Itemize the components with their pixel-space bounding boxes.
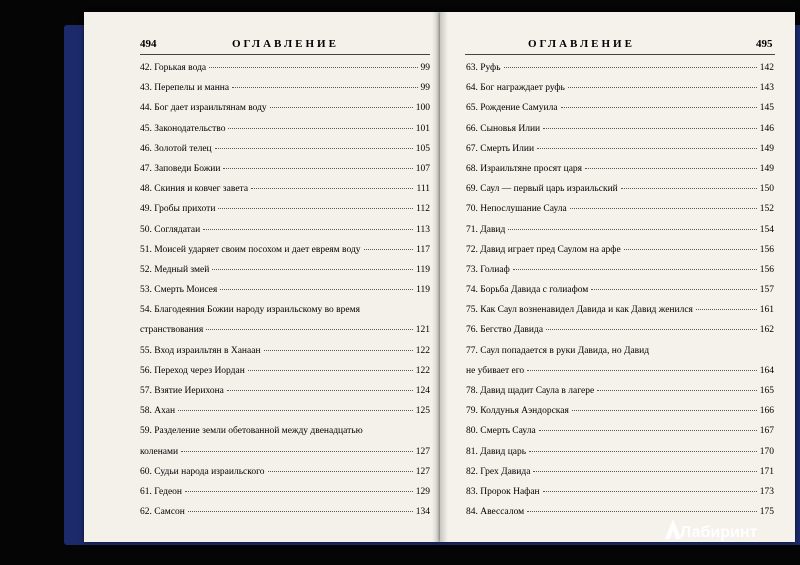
toc-leader-dots	[248, 369, 413, 371]
toc-entry-title: 43. Перепелы и манна	[140, 83, 230, 94]
toc-entry-title: 42. Горькая вода	[140, 63, 207, 73]
toc-leader-dots	[268, 470, 413, 472]
toc-leader-dots	[209, 66, 417, 68]
toc-leader-dots	[218, 207, 413, 209]
toc-entry-title: 45. Законодательство	[140, 123, 226, 134]
toc-leader-dots	[364, 248, 414, 250]
toc-entry-page: 99	[420, 63, 430, 73]
toc-entry-page: 127	[415, 466, 430, 477]
toc-entry-page: 146	[759, 123, 774, 134]
toc-leader-dots	[504, 66, 757, 68]
toc-leader-dots	[537, 147, 757, 149]
toc-entry	[140, 401, 430, 421]
toc-leader-dots	[570, 207, 757, 209]
toc-entry-title: 75. Как Саул возненавидел Давида и как Давид женился	[466, 305, 693, 316]
toc-entry-title: 84. Авессалом	[466, 507, 525, 518]
left-header-rule	[140, 54, 430, 55]
toc-entry	[140, 98, 430, 118]
toc-entry-page: 100	[415, 103, 430, 114]
toc-entry	[466, 58, 774, 78]
toc-entry	[140, 159, 430, 179]
toc-leader-dots	[585, 167, 757, 169]
toc-entry-page: 150	[759, 184, 774, 195]
toc-entry-page: 129	[415, 486, 430, 497]
toc-leader-dots	[621, 187, 757, 189]
toc-leader-dots	[227, 389, 413, 391]
toc-entry-page: 124	[415, 386, 430, 396]
toc-entry-page: 164	[759, 365, 774, 376]
toc-entry-title: 54. Благодеяния Божии народу израильскому во время	[140, 305, 360, 316]
toc-entry-page: 117	[416, 244, 430, 255]
toc-entry-page: 122	[415, 345, 430, 356]
toc-entry	[466, 260, 774, 280]
right-toc-list	[466, 58, 774, 522]
left-page-header: ОГЛАВЛЕНИЕ	[232, 38, 339, 50]
toc-entry-title: 63. Руфь	[466, 63, 501, 73]
toc-leader-dots	[508, 228, 756, 230]
toc-entry-page: 165	[759, 386, 774, 396]
toc-entry	[140, 320, 430, 340]
toc-entry	[466, 361, 774, 381]
toc-leader-dots	[188, 510, 413, 512]
toc-entry-title: 58. Ахан	[140, 406, 176, 417]
right-page-number: 495	[756, 38, 773, 50]
toc-entry-title: 65. Рождение Самуила	[466, 103, 558, 114]
toc-entry	[140, 502, 430, 522]
toc-entry-page: 162	[759, 325, 774, 336]
toc-entry-title: 81. Давид царь	[466, 446, 527, 457]
toc-entry-title: 57. Взятие Иерихона	[140, 386, 224, 396]
toc-entry-page: 157	[759, 285, 774, 296]
toc-entry	[466, 462, 774, 482]
toc-entry-page: 170	[759, 446, 774, 457]
toc-entry-page: 173	[759, 486, 774, 497]
toc-entry	[140, 240, 430, 260]
toc-entry	[466, 320, 774, 340]
toc-entry-title: 48. Скиния и ковчег завета	[140, 184, 249, 195]
toc-entry	[466, 401, 774, 421]
toc-entry	[140, 280, 430, 300]
toc-entry-page: 112	[416, 204, 430, 215]
toc-entry-page: 113	[416, 224, 430, 235]
toc-entry-page: 156	[759, 264, 774, 275]
toc-entry-page: 167	[759, 426, 774, 437]
toc-entry	[466, 220, 774, 240]
toc-entry-title: 47. Заповеди Божии	[140, 163, 221, 174]
toc-entry-page: 156	[759, 244, 774, 255]
toc-entry-page: 171	[759, 466, 774, 477]
toc-entry-title: 60. Судьи народа израильского	[140, 466, 265, 477]
toc-leader-dots	[543, 127, 757, 129]
toc-entry-title: 64. Бог награждает руфь	[466, 83, 565, 94]
toc-entry-title: 59. Разделение земли обетованной между двенадцатью	[140, 426, 363, 437]
toc-leader-dots	[696, 308, 757, 310]
toc-entry-title: 83. Пророк Нафан	[466, 486, 540, 497]
toc-entry-page: 105	[415, 143, 430, 154]
toc-leader-dots	[251, 187, 413, 189]
toc-entry-page: 166	[759, 406, 774, 417]
toc-entry-page: 143	[759, 83, 774, 94]
watermark-logo-text: Лабиринт	[680, 524, 758, 541]
toc-leader-dots	[178, 409, 413, 411]
toc-leader-dots	[624, 248, 757, 250]
toc-leader-dots	[529, 450, 757, 452]
toc-leader-dots	[591, 288, 756, 290]
toc-entry-page: 119	[416, 285, 430, 296]
toc-entry-page: 111	[416, 184, 430, 195]
toc-entry-title: 50. Соглядатаи	[140, 224, 201, 235]
toc-entry-title: 70. Непослушание Саула	[466, 204, 567, 215]
toc-entry	[140, 442, 430, 462]
toc-entry	[466, 280, 774, 300]
toc-entry-title: 76. Бегство Давида	[466, 325, 544, 336]
toc-entry-page: 161	[759, 305, 774, 316]
toc-leader-dots	[543, 490, 757, 492]
toc-entry	[466, 139, 774, 159]
toc-entry	[466, 179, 774, 199]
toc-entry-page: 127	[415, 446, 430, 457]
toc-entry	[466, 341, 774, 361]
toc-entry	[466, 199, 774, 219]
toc-entry-page: 149	[759, 163, 774, 174]
toc-entry-title: 73. Голиаф	[466, 264, 510, 275]
toc-leader-dots	[568, 86, 757, 88]
toc-leader-dots	[215, 147, 413, 149]
toc-entry	[140, 78, 430, 98]
toc-leader-dots	[264, 349, 413, 351]
toc-entry	[140, 341, 430, 361]
toc-entry-title: 68. Израильтяне просят царя	[466, 163, 583, 174]
toc-entry-page: 149	[759, 143, 774, 154]
toc-entry-title: 79. Колдунья Аэндорская	[466, 406, 569, 417]
toc-entry	[140, 58, 430, 78]
toc-entry	[140, 300, 430, 320]
toc-entry-title: 71. Давид	[466, 224, 506, 235]
toc-leader-dots	[597, 389, 757, 391]
toc-leader-dots	[185, 490, 413, 492]
right-header-rule	[465, 54, 775, 55]
toc-entry	[140, 260, 430, 280]
left-toc-list	[140, 58, 430, 522]
toc-entry	[466, 381, 774, 401]
toc-entry-title: 49. Гробы прихоти	[140, 204, 216, 215]
toc-entry	[466, 240, 774, 260]
toc-entry	[466, 421, 774, 441]
toc-entry	[140, 381, 430, 401]
toc-entry	[466, 300, 774, 320]
toc-entry	[140, 199, 430, 219]
toc-entry-title: 44. Бог дает израильтянам воду	[140, 103, 267, 114]
toc-leader-dots	[206, 328, 413, 330]
toc-leader-dots	[527, 510, 757, 512]
toc-entry	[140, 139, 430, 159]
toc-entry-title: 55. Вход израильтян в Ханаан	[140, 345, 261, 356]
toc-entry-title: 46. Золотой телец	[140, 143, 212, 154]
toc-entry-title: 78. Давид щадит Саула в лагере	[466, 386, 595, 396]
toc-leader-dots	[270, 106, 413, 108]
toc-entry-page: 99	[420, 83, 430, 94]
toc-leader-dots	[220, 288, 413, 290]
toc-entry	[140, 179, 430, 199]
toc-entry	[140, 482, 430, 502]
toc-entry-title: 61. Гедеон	[140, 486, 182, 497]
toc-entry-page: 154	[759, 224, 774, 235]
toc-entry-title: 62. Самсон	[140, 507, 185, 518]
toc-leader-dots	[223, 167, 412, 169]
right-page-header: ОГЛАВЛЕНИЕ	[528, 38, 635, 50]
toc-leader-dots	[561, 106, 757, 108]
toc-leader-dots	[546, 328, 757, 330]
toc-leader-dots	[539, 429, 757, 431]
toc-leader-dots	[232, 86, 417, 88]
toc-leader-dots	[212, 268, 413, 270]
toc-entry-title: 56. Переход через Иордан	[140, 365, 245, 376]
toc-entry-title: 80. Смерть Саула	[466, 426, 536, 437]
toc-entry-title: 66. Сыновья Илии	[466, 123, 541, 134]
toc-entry-title: 72. Давид играет пред Саулом на арфе	[466, 244, 621, 255]
toc-entry-page: 145	[759, 103, 774, 114]
toc-entry-page: 134	[415, 507, 430, 518]
toc-entry-title: 82. Грех Давида	[466, 466, 531, 477]
toc-entry-title: 77. Саул попадается в руки Давида, но Давид	[466, 345, 650, 356]
toc-entry	[466, 482, 774, 502]
toc-entry-page: 101	[415, 123, 430, 134]
toc-entry	[466, 78, 774, 98]
toc-entry-page: 142	[759, 63, 774, 73]
toc-entry-page: 122	[415, 365, 430, 376]
toc-entry-page: 152	[759, 204, 774, 215]
toc-leader-dots	[527, 369, 757, 371]
toc-entry	[466, 98, 774, 118]
toc-entry-page: 175	[759, 507, 774, 518]
toc-entry-title: 69. Саул — первый царь израильский	[466, 184, 618, 195]
toc-entry-title: 51. Моисей ударяет своим посохом и дает евреям воду	[140, 244, 361, 255]
toc-entry-page: 119	[416, 264, 430, 275]
toc-entry-title: не убивает его	[466, 365, 525, 376]
toc-entry-title: странствования	[140, 325, 204, 336]
toc-entry	[466, 502, 774, 522]
toc-entry	[466, 159, 774, 179]
toc-entry-title: 74. Борьба Давида с голиафом	[466, 285, 589, 296]
toc-entry	[140, 421, 430, 441]
book-gutter	[432, 12, 448, 542]
toc-leader-dots	[513, 268, 757, 270]
toc-entry-title: коленами	[140, 446, 179, 457]
toc-entry-title: 53. Смерть Моисея	[140, 285, 218, 296]
toc-entry	[140, 220, 430, 240]
toc-entry-page: 107	[415, 163, 430, 174]
toc-entry	[466, 119, 774, 139]
toc-entry	[466, 442, 774, 462]
toc-entry	[140, 119, 430, 139]
left-page-number: 494	[140, 38, 157, 50]
toc-entry-page: 121	[415, 325, 430, 336]
toc-entry-title: 52. Медный змей	[140, 264, 210, 275]
toc-entry	[140, 462, 430, 482]
toc-entry-title: 67. Смерть Илии	[466, 143, 535, 154]
toc-leader-dots	[228, 127, 412, 129]
toc-entry-page: 125	[415, 406, 430, 417]
toc-leader-dots	[572, 409, 757, 411]
toc-entry	[140, 361, 430, 381]
toc-leader-dots	[181, 450, 413, 452]
toc-leader-dots	[533, 470, 756, 472]
toc-leader-dots	[203, 228, 413, 230]
